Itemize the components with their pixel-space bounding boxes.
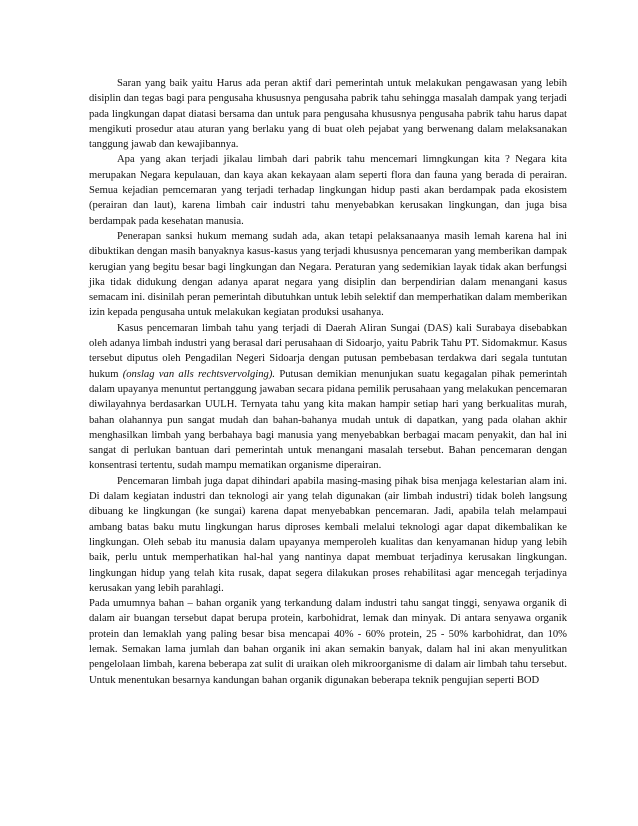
- paragraph-sanksi-hukum: Penerapan sanksi hukum memang sudah ada, akan tetapi pelaksanaanya masih lemah karena hal ini dibuktikan dengan masih banyaknya kasus-kasus yang terjadi khususnya pencemaran yang memberikan dampak kerugian yang begitu besar bagi lingkungan dan Negara. Peraturan yang sedemikian layak tidak akan berfungsi jika tidak didukung dengan adanya aparat negara yang disiplin dan berpendirian dalam menangani kasus semacam ini. disinilah peran pemerintah dibutuhkan untuk lebih selektif dan memperhatikan dalam memberikan izin kepada pengusaha untuk melakukan kegiatan produksi usahanya.: [89, 230, 567, 319]
- paragraph-kasus-text-before: Kasus pencemaran limbah tahu yang terjadi di Daerah Aliran Sungai (DAS) kali Surabaya disebabkan oleh adanya limbah industri yang berasal dari perusahaan di Sidoarjo, yaitu Pabrik Tahu PT. Sidomakmur. Kasus tersebut diputus oleh Pengadilan Negeri Sidoarja dengan putusan pembebasan terdakwa dari segala tuntutan hukum: [89, 322, 567, 380]
- paragraph-kasus-text-after: Putusan demikian menunjukan suatu kegagalan pihak pemerintah dalam upayanya menuntut pertanggung jawaban secara pidana pemilik perusahaan yang melakukan pencemaran diwilayahnya berdasarkan UULH. Ternyata tahu yang kita makan hampir setiap hari yang berkualitas murah, bahan olahannya pun sangat mudah dan bahan-bahanya mudah untuk di dapatkan, yang pada olahan akhir menghasilkan limbah yang berbahaya bagi manusia yang menyebabkan berbagai macam penyakit, dan hal ini sangat di perlukan bantuan dari pemerintah untuk menangani masalah tersebut. Bahan pencemaran dengan konsentrasi tertentu, sudah mampu mematikan organisme diperairan.: [89, 368, 567, 472]
- paragraph-kasus-latin-term: (onslag van alls rechtsvervolging).: [122, 368, 276, 380]
- paragraph-kasus-pencemaran: [89, 321, 567, 474]
- paragraph-saran: Saran yang baik yaitu Harus ada peran aktif dari pemerintah untuk melakukan pengawasan yang lebih disiplin dan tegas bagi para pengusaha khususnya pengusaha pabrik tahu sehingga masalah dampak yang terjadi pada lingkungan dapat diatasi bersama dan untuk para pengusaha khususnya pengusaha pabrik tahu harus dapat mengikuti prosedur atau aturan yang berlaku yang di buat oleh pejabat yang berwenang dalam melaksanakan tanggung jawab dan kewajibannya.: [89, 78, 567, 151]
- paragraph-bahan-organik: Pada umumnya bahan – bahan organik yang terkandung dalam industri tahu sangat tinggi, senyawa organik di dalam air buangan tersebut dapat berupa protein, karbohidrat, lemak dan minyak. Di antara senyawa organik protein dan lemaklah yang paling besar bisa mencapai 40% - 60% protein, 25 - 50% karbohidrat, dan 10% lemak. Semakan lama jumlah dan bahan organik ini akan semakin banyak, dalam hal ini akan menyulitkan pengelolaan limbah, karena beberapa zat sulit di uraikan oleh mikroorganisme di dalam air limbah tahu tersebut. Untuk menentukan besarnya kandungan bahan organik digunakan beberapa teknik pengujian seperti BOD: [89, 598, 567, 686]
- paragraph-pencegahan: Pencemaran limbah juga dapat dihindari apabila masing-masing pihak bisa menjaga kelestarian alam ini. Di dalam kegiatan industri dan teknologi air yang telah digunakan (air limbah industri) tidak boleh langsung dibuang ke lingkungan (ke sungai) karena dapat menyebabkan pencemaran. Jadi, apabila telah melampaui ambang batas baku mutu lingkungan harus diproses kembali melalui teknologi agar dapat dikembalikan ke lingkungan. Oleh sebab itu manusia dalam upayanya memperoleh kualitas dan kenyamanan hidup yang lebih baik, perlu untuk memperhatikan hal-hal yang nantinya dapat membuat terjadinya kerusakan lingkungan. lingkungan hidup yang telah kita rusak, dapat segera dilakukan proses rehabilitasi agar mencegah terjadinya kerusakan yang lebih parahlagi.: [89, 475, 567, 594]
- paragraph-dampak-limbah: Apa yang akan terjadi jikalau limbah dari pabrik tahu mencemari limngkungan kita ? Negara kita merupakan Negara kepulauan, dan kaya akan kekayaan alam seperti flora dan fauna yang berada di perairan. Semua kejadian pemcemaran yang terjadi terhadap lingkungan hidup pasti akan berdampak pada ekosistem (perairan dan laut), karena limbah cair industri tahu menyebabkan kerusakan lingkungan, dan juga bisa berdampak pada kesehatan manusia.: [89, 154, 567, 227]
